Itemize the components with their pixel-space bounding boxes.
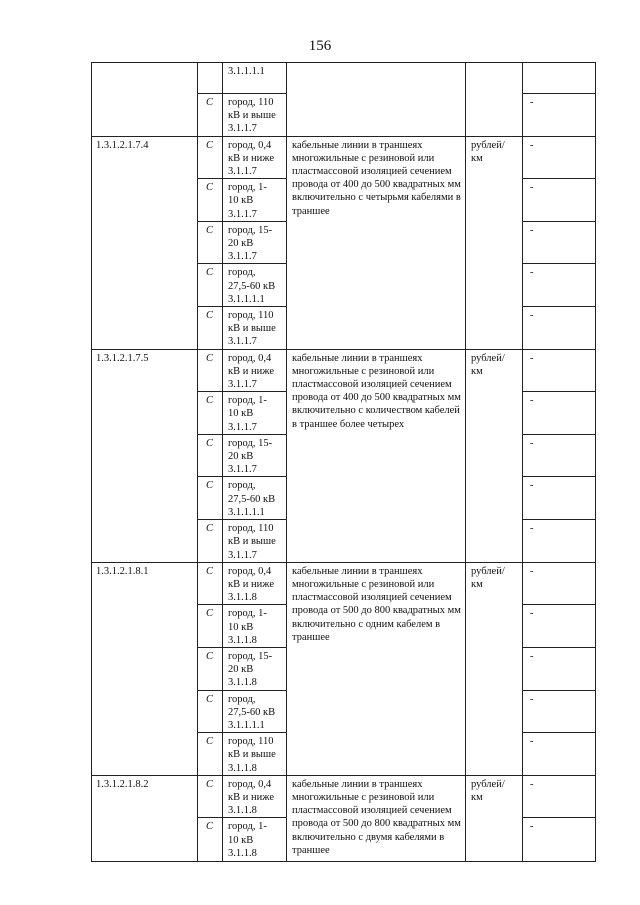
value-cell: - [523, 179, 596, 222]
mark-cell: C [198, 477, 223, 520]
subcategory-line: 3.1.1.7 [228, 379, 257, 391]
subcategory-line: кВ и выше [228, 323, 276, 335]
description-cell: кабельные линии в траншеях многожильные с резиновой или пластмассовой изоляцией сечением провода от 500 до 800 квадратных мм включительно с двумя кабелями в траншее [287, 775, 466, 862]
value-cell: - [523, 775, 596, 818]
subcategory-line: 3.1.1.8 [228, 847, 257, 859]
value-cell: - [523, 690, 596, 733]
subcategory-line: кВ и ниже [228, 791, 274, 803]
mark-cell: C [198, 392, 223, 435]
subcategory-line: 3.1.1.7 [228, 464, 257, 476]
subcategory-line: 3.1.1.1.1 [228, 719, 265, 731]
subcategory-line: 3.1.1.7 [228, 421, 257, 433]
subcategory-line: 3.1.1.8 [228, 634, 257, 646]
subcategory-line: город, 1- [228, 608, 267, 620]
subcategory-line: 3.1.1.7 [228, 166, 257, 178]
value-cell: - [523, 818, 596, 862]
subcategory-cell [223, 690, 287, 733]
table-row [92, 775, 596, 818]
table-row [92, 349, 596, 392]
tariff-table [91, 62, 596, 862]
subcategory-line: кВ и выше [228, 536, 276, 548]
value-cell: - [523, 562, 596, 605]
subcategory-cell [223, 136, 287, 179]
subcategory-line: 27,5-60 кВ [228, 493, 276, 505]
value-cell: - [523, 477, 596, 520]
description-cell: кабельные линии в траншеях многожильные с резиновой или пластмассовой изоляцией сечением провода от 400 до 500 квадратных мм включительно с четырьмя кабелями в траншее [287, 136, 466, 349]
unit-cell [466, 63, 523, 137]
subcategory-cell [223, 733, 287, 776]
subcategory-cell [223, 647, 287, 690]
subcategory-line: 10 кВ [228, 408, 254, 420]
subcategory-line: город, 1- [228, 395, 267, 407]
description-cell [287, 63, 466, 137]
mark-cell: C [198, 647, 223, 690]
subcategory-line: город, 110 [228, 523, 274, 535]
subcategory-line: кВ и ниже [228, 365, 274, 377]
code-cell [92, 63, 198, 137]
subcategory-line: кВ и выше [228, 749, 276, 761]
subcategory-line: 3.1.1.1.1 [228, 66, 265, 77]
subcategory-line: город, 110 [228, 310, 274, 322]
description-cell: кабельные линии в траншеях многожильные с резиновой или пластмассовой изоляцией сечением провода от 500 до 800 квадратных мм включительно с одним кабелем в траншее [287, 562, 466, 775]
mark-cell: C [198, 94, 223, 137]
value-cell: - [523, 434, 596, 477]
mark-cell: C [198, 690, 223, 733]
subcategory-cell [223, 520, 287, 563]
mark-cell: C [198, 307, 223, 350]
subcategory-line: город, [228, 480, 256, 492]
subcategory-line: 27,5-60 кВ [228, 706, 276, 718]
subcategory-line: город, 0,4 [228, 139, 272, 151]
value-cell: - [523, 605, 596, 648]
value-cell: - [523, 264, 596, 307]
mark-cell: C [198, 775, 223, 818]
subcategory-cell [223, 477, 287, 520]
mark-cell: C [198, 349, 223, 392]
subcategory-line: кВ и выше [228, 110, 276, 122]
mark-cell: C [198, 264, 223, 307]
code-cell: 1.3.1.2.1.8.2 [92, 775, 198, 862]
subcategory-line: 3.1.1.7 [228, 123, 257, 135]
subcategory-line: город, 15- [228, 224, 273, 236]
value-cell: - [523, 349, 596, 392]
code-cell: 1.3.1.2.1.7.4 [92, 136, 198, 349]
mark-cell: C [198, 818, 223, 862]
mark-cell: C [198, 733, 223, 776]
value-cell: - [523, 647, 596, 690]
subcategory-line: 10 кВ [228, 195, 254, 207]
subcategory-line: город, 1- [228, 182, 267, 194]
subcategory-line: 20 кВ [228, 451, 254, 463]
subcategory-line: кВ и ниже [228, 152, 274, 164]
value-cell: - [523, 94, 596, 137]
page-number: 156 [308, 38, 332, 54]
subcategory-line: кВ и ниже [228, 578, 274, 590]
value-cell: - [523, 221, 596, 264]
mark-cell: C [198, 605, 223, 648]
subcategory-line: город, 15- [228, 650, 273, 662]
value-cell: - [523, 520, 596, 563]
unit-cell: рублей/ км [466, 136, 523, 349]
mark-cell: C [198, 221, 223, 264]
subcategory-line: 20 кВ [228, 664, 254, 676]
mark-cell: C [198, 520, 223, 563]
subcategory-cell [223, 349, 287, 392]
table-row [92, 562, 596, 605]
mark-cell [198, 63, 223, 94]
subcategory-line: город, [228, 693, 256, 705]
subcategory-cell [223, 307, 287, 350]
mark-cell: C [198, 434, 223, 477]
table-row [92, 63, 596, 94]
subcategory-line: город, 15- [228, 437, 273, 449]
code-cell: 1.3.1.2.1.8.1 [92, 562, 198, 775]
subcategory-cell [223, 63, 287, 94]
subcategory-cell [223, 818, 287, 862]
subcategory-line: 3.1.1.1.1 [228, 293, 265, 305]
subcategory-line: 27,5-60 кВ [228, 280, 276, 292]
subcategory-line: 3.1.1.8 [228, 762, 257, 774]
value-cell [523, 63, 596, 94]
mark-cell: C [198, 136, 223, 179]
subcategory-line: 10 кВ [228, 621, 254, 633]
value-cell: - [523, 136, 596, 179]
subcategory-line: город, 1- [228, 821, 267, 833]
subcategory-cell [223, 392, 287, 435]
mark-cell: C [198, 562, 223, 605]
subcategory-line: 3.1.1.8 [228, 677, 257, 689]
subcategory-line: 3.1.1.7 [228, 549, 257, 561]
subcategory-line: город, 0,4 [228, 778, 272, 790]
value-cell: - [523, 392, 596, 435]
subcategory-line: 3.1.1.8 [228, 592, 257, 604]
subcategory-cell [223, 775, 287, 818]
unit-cell: рублей/ км [466, 349, 523, 562]
description-cell: кабельные линии в траншеях многожильные с резиновой или пластмассовой изоляцией сечением провода от 400 до 500 квадратных мм включительно с количеством кабелей в траншее более четырех [287, 349, 466, 562]
unit-cell: рублей/ км [466, 562, 523, 775]
subcategory-line: город, 110 [228, 97, 274, 108]
value-cell: - [523, 733, 596, 776]
value-cell: - [523, 307, 596, 350]
subcategory-cell [223, 179, 287, 222]
subcategory-cell [223, 434, 287, 477]
subcategory-line: 3.1.1.8 [228, 805, 257, 817]
subcategory-line: 3.1.1.7 [228, 208, 257, 220]
subcategory-cell [223, 264, 287, 307]
subcategory-cell [223, 605, 287, 648]
table-body [92, 63, 596, 862]
subcategory-line: 20 кВ [228, 238, 254, 250]
subcategory-line: 10 кВ [228, 834, 254, 846]
unit-cell: рублей/ км [466, 775, 523, 862]
subcategory-line: 3.1.1.7 [228, 251, 257, 263]
subcategory-line: город, 0,4 [228, 352, 272, 364]
subcategory-line: 3.1.1.1.1 [228, 506, 265, 518]
subcategory-line: город, [228, 267, 256, 279]
code-cell: 1.3.1.2.1.7.5 [92, 349, 198, 562]
subcategory-line: город, 0,4 [228, 565, 272, 577]
table-row [92, 136, 596, 179]
subcategory-cell [223, 562, 287, 605]
subcategory-cell [223, 221, 287, 264]
subcategory-line: 3.1.1.7 [228, 336, 257, 348]
subcategory-cell [223, 94, 287, 137]
mark-cell: C [198, 179, 223, 222]
subcategory-line: город, 110 [228, 736, 274, 748]
